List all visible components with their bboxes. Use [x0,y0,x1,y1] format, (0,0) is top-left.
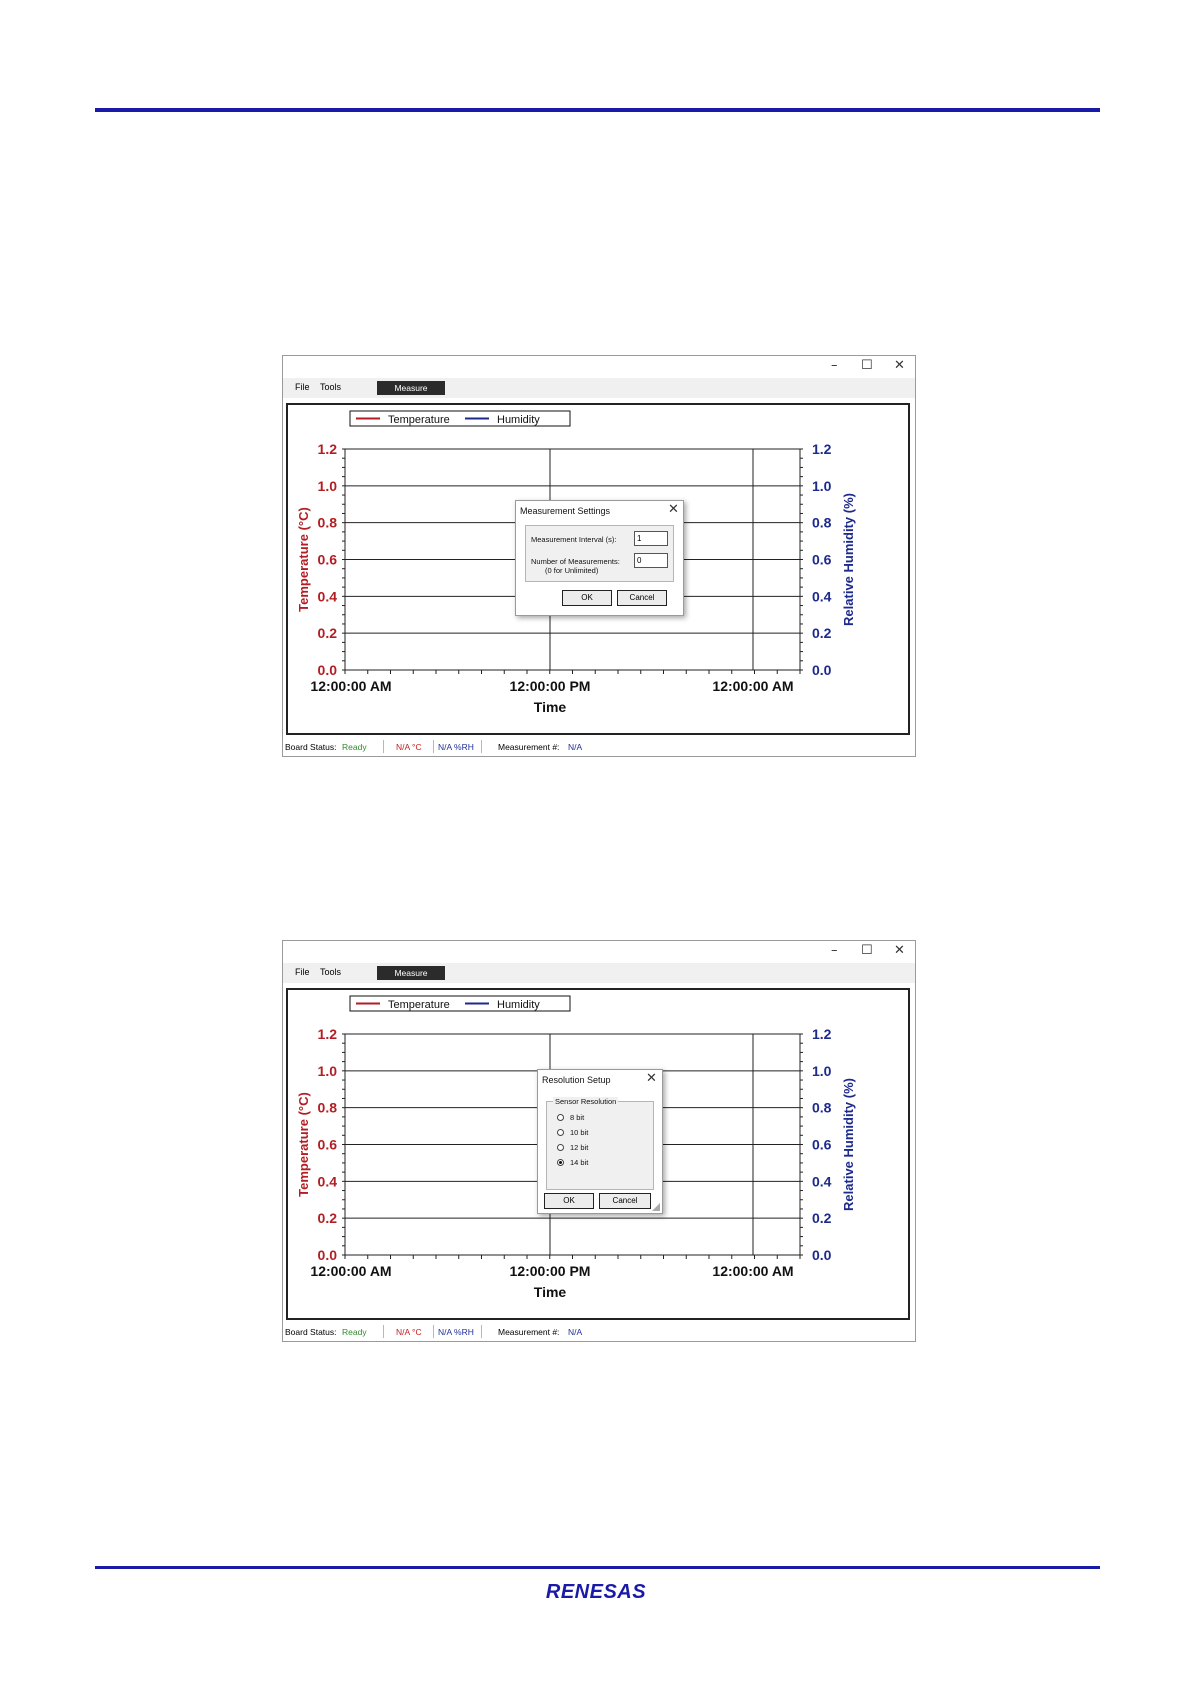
radio-8bit[interactable] [557,1114,564,1121]
y2-tick-label: 0.2 [812,1210,832,1227]
x-tick-label: 12:00:00 AM [310,678,392,694]
y2-tick-label: 1.2 [812,441,832,457]
measurement-count-value: N/A [568,742,583,752]
maximize-button[interactable]: ☐ [861,358,873,373]
y-tick-label: 1.0 [317,1062,337,1079]
minimize-button[interactable]: – [831,943,838,958]
measurement-settings-dialog [515,500,684,616]
logo-mark [526,1578,666,1602]
y2-tick-label: 0.0 [812,662,832,678]
status-separator [383,740,384,753]
group-label: Sensor Resolution [555,1097,617,1106]
menu-file[interactable]: File [295,382,310,392]
board-status-label: Board Status: [285,1327,337,1337]
menu-bar [283,963,915,983]
y2-tick-label: 0.2 [812,625,832,642]
y-tick-label: 0.6 [317,551,337,568]
renesas-logo [0,1578,1192,1607]
app-window-resolution [282,940,916,1342]
board-status-value: Ready [342,742,367,752]
y-axis-title: Temperature (°C) [296,1092,311,1197]
logo-text: RENESAS [545,1581,647,1602]
status-bar [283,738,915,756]
humidity-readout: N/A %RH [438,1327,474,1337]
y2-tick-label: 0.6 [812,1136,832,1153]
y2-tick-label: 1.0 [812,477,832,494]
y-tick-label: 0.0 [317,1247,337,1263]
dialog-title: Measurement Settings [520,506,611,516]
measurement-count-value: N/A [568,1327,583,1337]
y2-tick-label: 1.0 [812,1062,832,1079]
y-axis-title: Temperature (°C) [296,507,311,612]
humidity-readout: N/A %RH [438,742,474,752]
radio-10bit[interactable] [557,1129,564,1136]
measurement-count-label: Measurement #: [498,1327,560,1337]
measure-button[interactable]: Measure [377,966,445,980]
count-label: Number of Measurements: [531,557,620,566]
status-separator [383,1325,384,1338]
y-tick-label: 0.0 [317,662,337,678]
ok-button[interactable]: OK [562,590,612,606]
legend-label-temperature: Temperature [388,414,450,426]
option-label: 12 bit [570,1143,589,1152]
y-tick-label: 1.2 [317,441,337,457]
ok-button[interactable]: OK [544,1193,594,1209]
option-label: 8 bit [570,1113,585,1122]
y-tick-label: 0.2 [317,1210,337,1227]
x-tick-label: 12:00:00 AM [310,1263,392,1279]
maximize-button[interactable]: ☐ [861,943,873,958]
y-tick-label: 0.4 [317,1173,337,1190]
x-tick-label: 12:00:00 AM [712,678,794,694]
radio-14bit[interactable] [557,1159,564,1166]
y2-tick-label: 0.4 [812,588,832,605]
y2-tick-label: 1.2 [812,1026,832,1042]
y2-tick-label: 0.6 [812,551,832,568]
y-tick-label: 0.2 [317,625,337,642]
status-bar [283,1323,915,1341]
dialog-close-icon[interactable]: ✕ [646,1071,657,1086]
y2-tick-label: 0.8 [812,514,832,531]
x-axis-title: Time [533,699,567,715]
board-status-value: Ready [342,1327,367,1337]
legend-label-humidity: Humidity [497,414,540,426]
app-window-measurement [282,355,916,757]
close-button[interactable]: ✕ [894,943,905,958]
cancel-button[interactable]: Cancel [617,590,667,606]
x-axis-title: Time [533,1284,567,1300]
dialog-title: Resolution Setup [542,1075,611,1085]
legend-label-humidity: Humidity [497,999,540,1011]
y2-tick-label: 0.0 [812,1247,832,1263]
legend-label-temperature: Temperature [388,999,450,1011]
option-label: 10 bit [570,1128,589,1137]
menu-bar [283,378,915,398]
y2-tick-label: 0.4 [812,1173,832,1190]
y-tick-label: 0.8 [317,1099,337,1116]
status-separator [481,1325,482,1338]
y-tick-label: 0.8 [317,514,337,531]
resolution-setup-dialog [537,1069,663,1214]
y-tick-label: 1.0 [317,477,337,494]
x-tick-label: 12:00:00 PM [509,678,591,694]
board-status-label: Board Status: [285,742,337,752]
menu-tools[interactable]: Tools [320,967,342,977]
count-input[interactable]: 0 [634,553,668,568]
temperature-readout: N/A °C [396,742,422,752]
y-tick-label: 0.6 [317,1136,337,1153]
dialog-close-icon[interactable]: ✕ [668,502,679,517]
title-bar [283,941,915,963]
measure-button[interactable]: Measure [377,381,445,395]
measurement-count-label: Measurement #: [498,742,560,752]
y2-axis-title: Relative Humidity (%) [841,493,856,626]
y2-tick-label: 0.8 [812,1099,832,1116]
footer-rule [95,1566,1100,1569]
interval-input[interactable]: 1 [634,531,668,546]
option-label: 14 bit [570,1158,589,1167]
status-separator [433,740,434,753]
menu-file[interactable]: File [295,967,310,977]
x-tick-label: 12:00:00 AM [712,1263,794,1279]
status-separator [481,740,482,753]
x-tick-label: 12:00:00 PM [509,1263,591,1279]
temperature-readout: N/A °C [396,1327,422,1337]
count-sublabel: (0 for Unlimited) [545,566,599,575]
menu-tools[interactable]: Tools [320,382,342,392]
y2-axis-title: Relative Humidity (%) [841,1078,856,1211]
interval-label: Measurement Interval (s): [531,535,617,544]
title-bar [283,356,915,378]
cancel-button[interactable]: Cancel [599,1193,651,1209]
y-tick-label: 0.4 [317,588,337,605]
minimize-button[interactable]: – [831,358,838,373]
close-button[interactable]: ✕ [894,358,905,373]
y-tick-label: 1.2 [317,1026,337,1042]
radio-12bit[interactable] [557,1144,564,1151]
header-rule [95,108,1100,112]
status-separator [433,1325,434,1338]
resize-grip-icon[interactable] [652,1203,660,1211]
